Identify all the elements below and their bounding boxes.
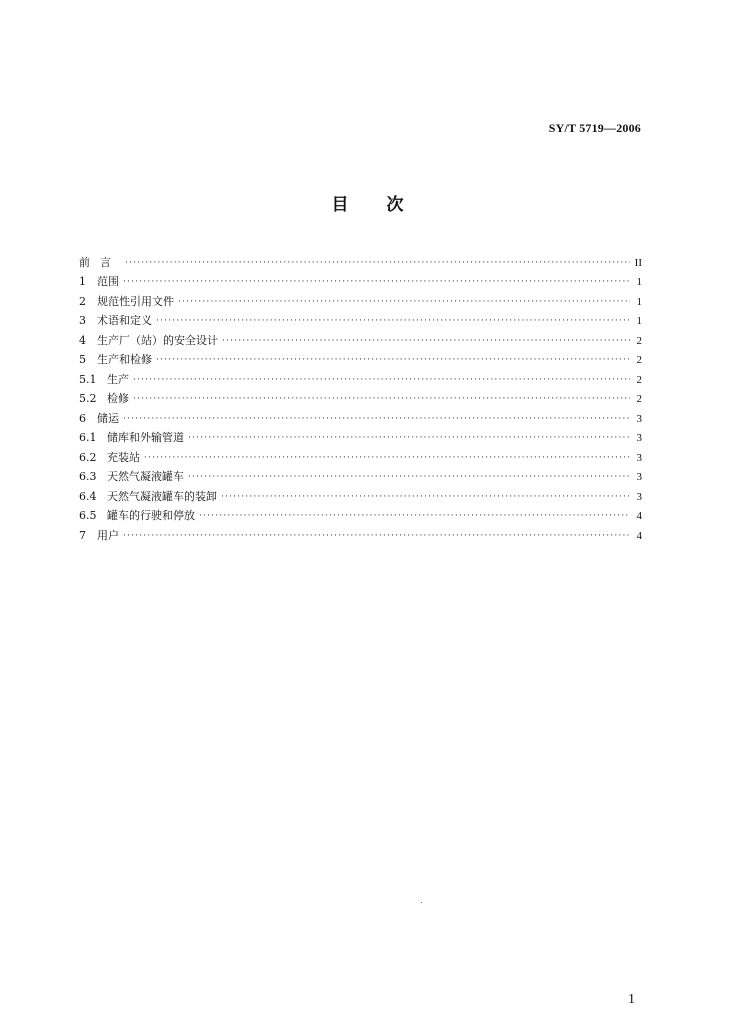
toc-entry-7[interactable]: [79, 523, 642, 543]
toc-entry-page: 3: [636, 451, 642, 464]
toc-entry-5[interactable]: [79, 348, 642, 368]
toc-entry-label: 术语和定义: [97, 314, 152, 327]
toc-entry-label: 生产和检修: [97, 353, 152, 366]
toc-entry-6-2[interactable]: [79, 445, 642, 465]
toc-entry-5-1[interactable]: [79, 367, 642, 387]
toc-entry-label: 范围: [97, 275, 119, 288]
toc-entry-4[interactable]: [79, 328, 642, 348]
toc-leader-dots: [123, 529, 630, 543]
toc-leader-dots: [199, 509, 630, 523]
toc-entry-page: 2: [636, 354, 642, 366]
toc-entry-6[interactable]: [79, 406, 642, 426]
toc-entry-2[interactable]: [79, 289, 642, 309]
toc-entry-number: 4: [79, 333, 86, 347]
toc-entry-label: 天然气凝液罐车的装卸: [107, 489, 217, 503]
toc-entry-page: 4: [636, 529, 642, 542]
toc-leader-dots: [123, 275, 630, 289]
toc-entry-label: 罐车的行驶和停放: [107, 509, 195, 522]
toc-leader-dots: [222, 334, 630, 348]
toc-entry-number: 5.1: [79, 372, 97, 386]
table-of-contents: [79, 250, 642, 543]
toc-entry-page: 2: [636, 393, 642, 405]
toc-leader-dots: [133, 392, 630, 406]
toc-entry-page: 2: [636, 334, 642, 347]
toc-entry-page: 3: [636, 432, 642, 444]
page-title: 目次: [331, 195, 442, 215]
toc-entry-number: 6.5: [79, 509, 97, 522]
toc-entry-page: 1: [636, 276, 642, 288]
toc-leader-dots: [133, 373, 630, 387]
toc-entry-number: 5: [79, 353, 86, 366]
toc-entry-number: 6.3: [79, 470, 97, 483]
toc-leader-dots: [156, 353, 630, 367]
toc-entry-6-1[interactable]: [79, 426, 642, 446]
toc-entry-label: 检修: [107, 392, 129, 405]
toc-entry-5-2[interactable]: [79, 387, 642, 407]
toc-entry-page: 3: [636, 412, 642, 425]
toc-entry-number: 6.2: [79, 450, 97, 464]
toc-entry-foreword[interactable]: [79, 250, 642, 270]
toc-entry-page: II: [634, 256, 642, 269]
scan-speck: [421, 902, 422, 903]
toc-entry-number: 7: [79, 528, 86, 542]
toc-entry-number: 6.1: [79, 431, 97, 444]
toc-leader-dots: [156, 314, 630, 328]
toc-entry-label: 生产厂（站）的安全设计: [97, 333, 218, 347]
toc-entry-page: 2: [636, 373, 642, 386]
toc-entry-label: 储运: [97, 411, 119, 425]
toc-leader-dots: [188, 470, 630, 484]
toc-entry-number: 3: [79, 314, 86, 327]
toc-leader-dots: [125, 256, 630, 270]
toc-entry-6-5[interactable]: [79, 504, 642, 524]
toc-entry-page: 4: [636, 510, 642, 522]
toc-entry-label: 充装站: [107, 450, 140, 464]
toc-entry-number: 1: [79, 275, 86, 288]
toc-entry-3[interactable]: [79, 309, 642, 329]
toc-entry-label: 前言: [79, 255, 121, 269]
toc-entry-number: 5.2: [79, 392, 97, 405]
toc-leader-dots: [178, 295, 630, 309]
toc-entry-number: 6.4: [79, 489, 97, 503]
toc-entry-1[interactable]: [79, 270, 642, 290]
toc-leader-dots: [221, 490, 630, 504]
toc-leader-dots: [144, 451, 630, 465]
toc-entry-label: 规范性引用文件: [97, 294, 174, 308]
page-number: 1: [628, 992, 635, 1007]
toc-entry-6-3[interactable]: [79, 465, 642, 485]
toc-entry-label: 天然气凝液罐车: [107, 470, 184, 483]
toc-entry-number: 6: [79, 411, 86, 425]
toc-entry-6-4[interactable]: [79, 484, 642, 504]
standard-code: SY/T 5719—2006: [548, 121, 641, 135]
toc-entry-label: 生产: [107, 372, 129, 386]
toc-entry-label: 储库和外输管道: [107, 431, 184, 444]
toc-entry-page: 3: [636, 471, 642, 483]
toc-entry-page: 3: [636, 490, 642, 503]
toc-entry-page: 1: [636, 295, 642, 308]
toc-entry-number: 2: [79, 294, 86, 308]
toc-leader-dots: [123, 412, 630, 426]
toc-leader-dots: [188, 431, 630, 445]
toc-entry-label: 用户: [97, 528, 119, 542]
toc-entry-page: 1: [636, 315, 642, 327]
